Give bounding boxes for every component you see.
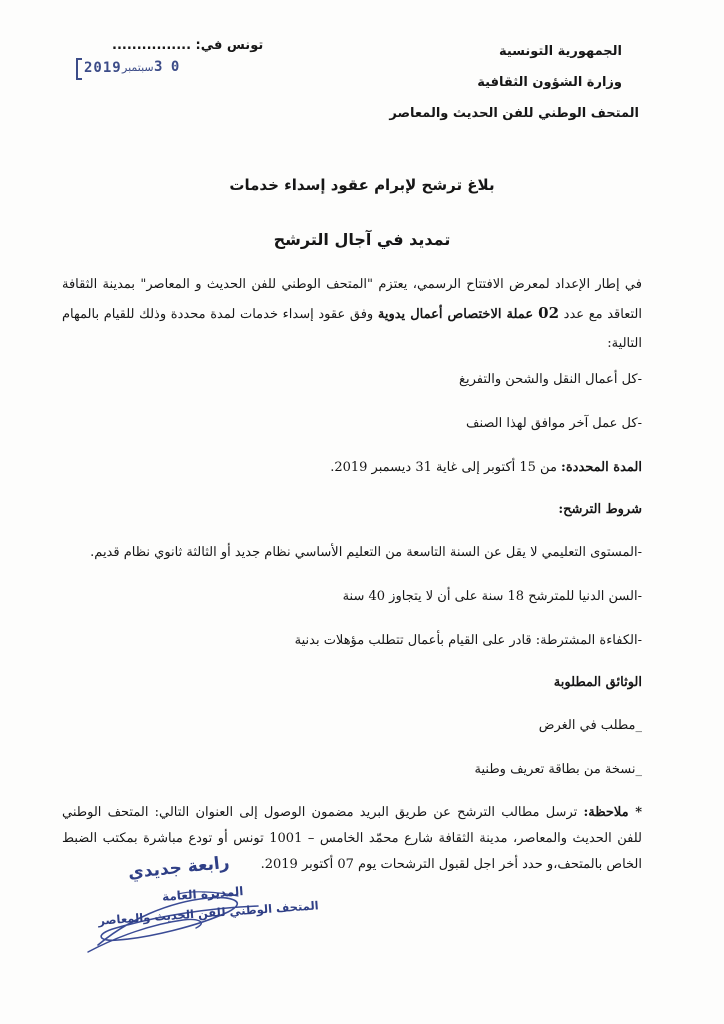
- stamp-month: سبتمبر: [122, 61, 154, 74]
- note-label: * ملاحظة:: [583, 805, 643, 820]
- ministry-name: وزارة الشؤون الثقافية: [477, 75, 622, 90]
- duration-label: المدة المحددة:: [561, 460, 642, 475]
- document-item: _نسخة من بطاقة تعريف وطنية: [474, 762, 642, 777]
- condition-item: -المستوى التعليمي لا يقل عن السنة التاسعة من التعليم الأساسي نظام جديد أو الثالثة ثانوي نظام قديم.: [90, 545, 642, 560]
- intro-paragraph: [62, 270, 642, 358]
- announcement-body: [62, 270, 642, 878]
- signature-block: [58, 850, 320, 960]
- announcement-title: بلاغ ترشح لإبرام عقود إسداء خدمات: [229, 176, 495, 194]
- task-item: -كل أعمال النقل والشحن والتفريغ: [459, 372, 642, 387]
- museum-name: المتحف الوطني للفن الحديث والمعاصر: [389, 106, 639, 121]
- note-text: ترسل مطالب الترشح عن طريق البريد مضمون الوصول إلى العنوان التالي: المتحف الوطني للفن الحديث والمعاصر، مدينة الثقافة شارع محمّد الخامس – 1001 تونس أو تودع مباشرة بمكتب الضبط الخاص بالمتحف،و حدد أخر اجل لقبول الترشحات يوم 07 أكتوبر 2019.: [62, 805, 642, 872]
- date-stamp: [76, 58, 186, 80]
- signatory-organization: المتحف الوطني للفن الحديث والمعاصر: [97, 898, 320, 928]
- signatory-name: رابعة جديدي: [127, 852, 231, 884]
- stamp-year: 2019: [84, 60, 122, 76]
- intro-specialty: عملة الاختصاص أعمال يدوية: [377, 307, 539, 322]
- duration-line: [62, 454, 642, 481]
- republic-name: الجمهورية التونسية: [498, 44, 622, 59]
- task-item: -كل عمل آخر موافق لهذا الصنف: [466, 416, 642, 431]
- intro-part3: وفق عقود إسداء خدمات لمدة محددة وذلك للقيام بالمهام التالية:: [62, 307, 642, 351]
- place-date: تونس في: ................: [112, 38, 264, 53]
- stamp-bracket: [76, 58, 82, 80]
- documents-heading: الوثائق المطلوبة: [553, 675, 642, 690]
- document-item: _مطلب في الغرض: [538, 718, 642, 733]
- intro-part1: في إطار الإعداد لمعرض الافتتاح الرسمي، يعتزم "المتحف الوطني للفن الحديث و المعاصر" بمدينة الثقافة التعاقد مع عدد: [62, 277, 642, 322]
- duration-text: من 15 أكتوبر إلى غاية 31 ديسمبر 2019.: [330, 460, 562, 475]
- intro-count: 02: [538, 304, 560, 322]
- announcement-subtitle: تمديد في آجال الترشح: [273, 230, 451, 249]
- conditions-heading: شروط الترشح:: [558, 502, 642, 517]
- signatory-role: المديرة العامة: [161, 884, 244, 904]
- letterhead: [389, 36, 639, 129]
- condition-item: -السن الدنيا للمترشح 18 سنة على أن لا يتجاوز 40 سنة: [342, 589, 642, 604]
- condition-item: -الكفاءة المشترطة: قادر على القيام بأعمال تتطلب مؤهلات بدنية: [294, 633, 642, 648]
- stamp-day: 3 0: [154, 59, 180, 75]
